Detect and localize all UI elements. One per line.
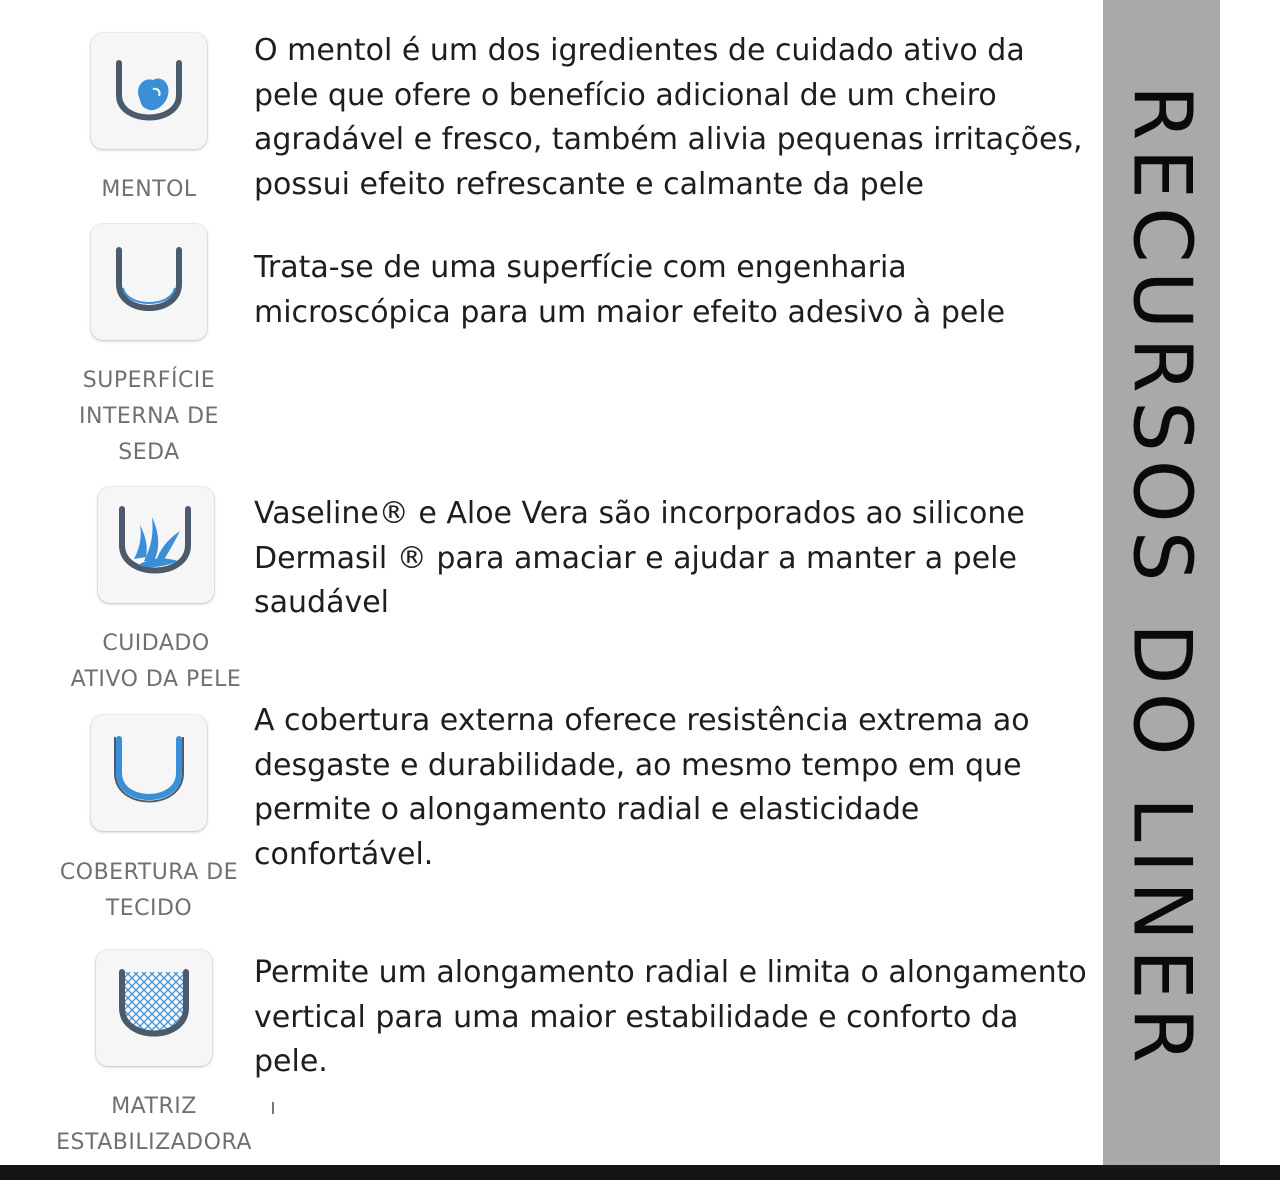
fabric-cover-description: A cobertura externa oferece resistência extrema ao desgaste e durabilidade, ao mesmo tempo em que permite o alongamento radial e elasticidade confortável. — [254, 703, 1030, 872]
mentol-icon-tile — [91, 33, 207, 149]
active-skin-care-description: Vaseline® e Aloe Vera são incorporados ao silicone Dermasil ® para amaciar e ajudar a manter a pele saudável — [254, 496, 1025, 620]
active-skin-care-label: CUIDADO ATIVO DA PELE — [70, 631, 242, 692]
fabric-cover-icon-tile — [91, 715, 207, 831]
silk-surface-icon — [91, 224, 207, 340]
silk-surface-description: Trata-se de uma superfície com engenharia microscópica para um maior efeito adesivo à pele — [254, 250, 1006, 330]
active-skin-care-icon — [98, 487, 214, 603]
silk-surface-icon-tile — [91, 224, 207, 340]
stabilizing-matrix-icon — [96, 950, 212, 1066]
stabilizing-matrix-label: MATRIZ ESTABILIZADORA — [56, 1094, 252, 1155]
stabilizing-matrix-icon-tile — [96, 950, 212, 1066]
mentol-icon — [91, 33, 207, 149]
decorative-tick — [272, 1102, 274, 1114]
mentol-description: O mentol é um dos igredientes de cuidado ativo da pele que ofere o benefício adicional de um cheiro agradável e fresco, também alivia pequenas irritações, possui efeito refrescante e calmante da pele — [254, 33, 1083, 202]
active-skin-care-icon-tile — [98, 487, 214, 603]
fabric-cover-label: COBERTURA DE TECIDO — [59, 860, 239, 921]
stabilizing-matrix-description: Permite um alongamento radial e limita o alongamento vertical para uma maior estabilidade e conforto da pele. — [254, 955, 1087, 1079]
fabric-cover-icon — [91, 715, 207, 831]
mentol-label: MENTOL — [101, 177, 197, 202]
banner-title: RECURSOS DO LINER — [1115, 84, 1208, 1072]
side-banner — [1103, 0, 1220, 1165]
silk-surface-label: SUPERFÍCIE INTERNA DE SEDA — [79, 368, 219, 465]
bottom-bar — [0, 1165, 1280, 1180]
